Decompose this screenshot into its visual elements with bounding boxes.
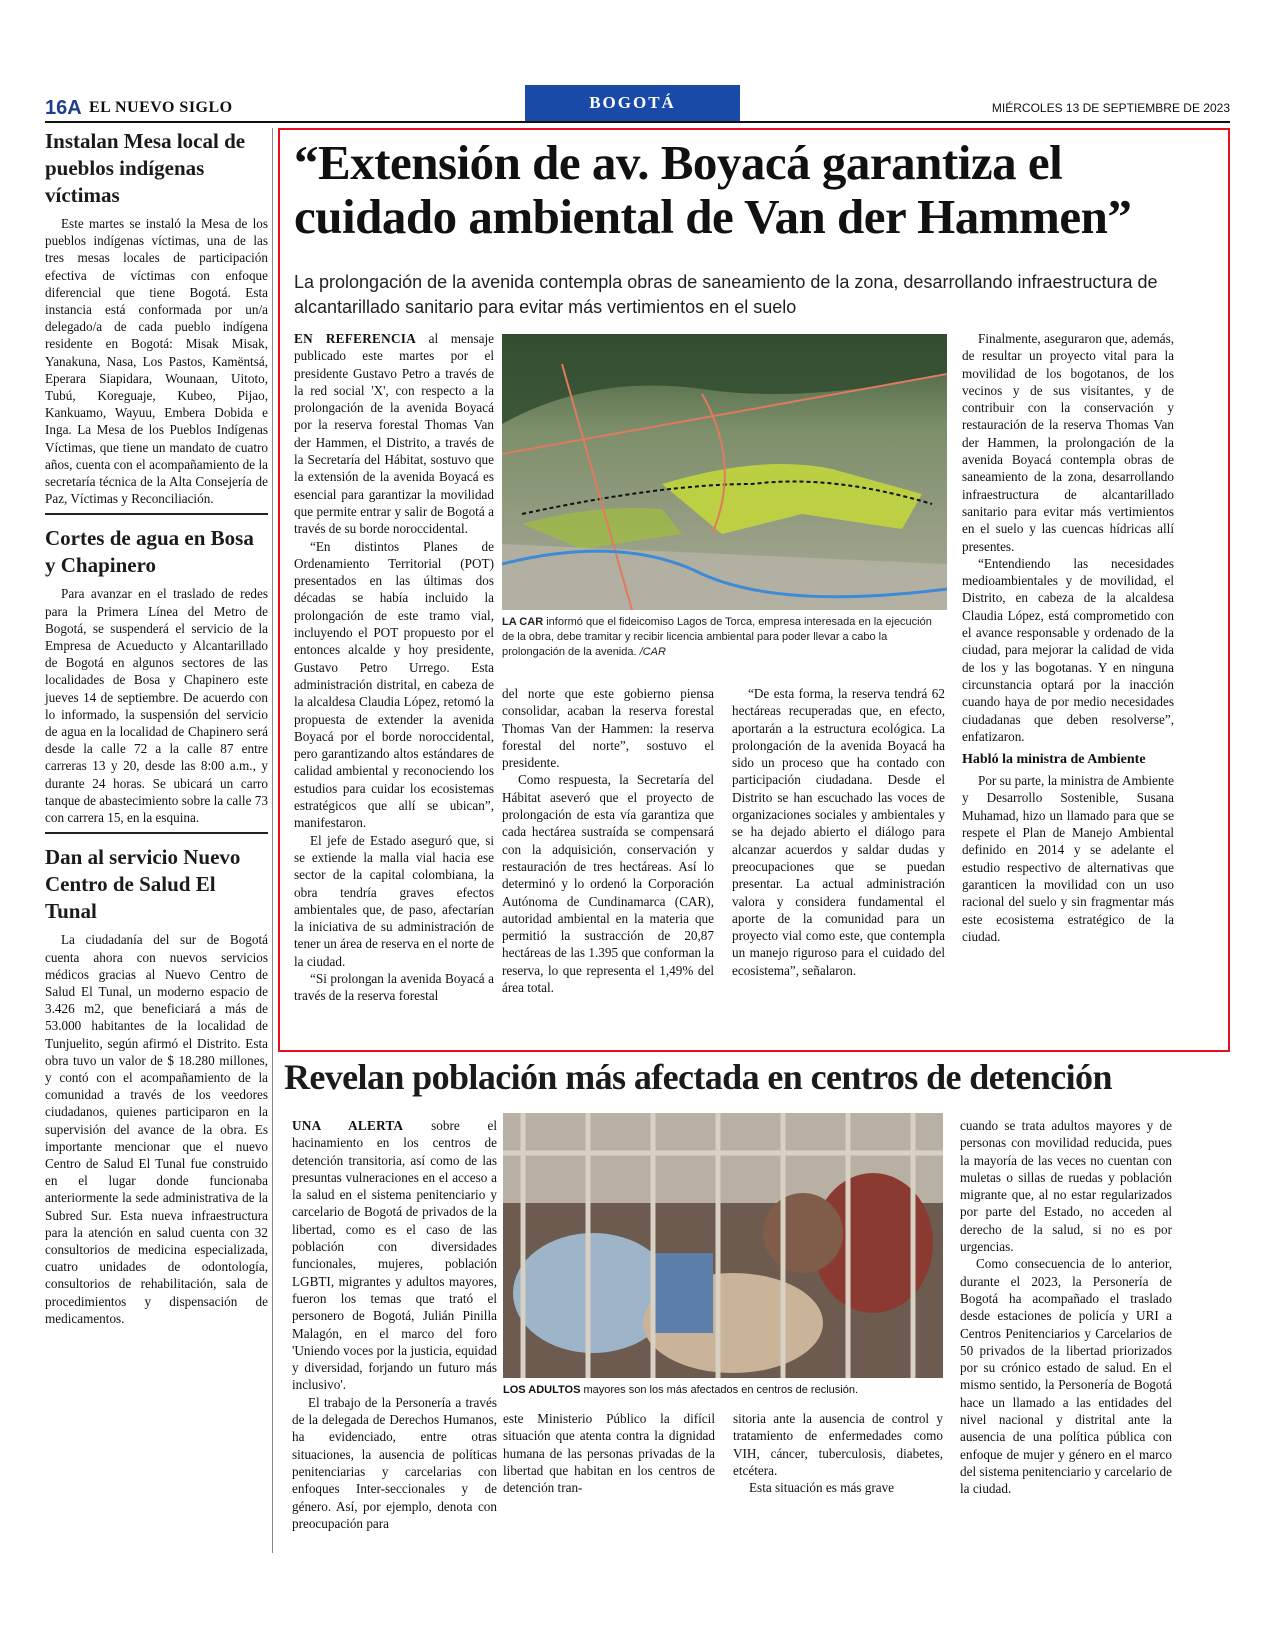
main-lead-paragraph bbox=[294, 330, 494, 538]
main-article bbox=[278, 128, 1230, 1052]
paragraph: “Entendiendo las necesidades medioambientales y de movilidad, el Distrito, en cabeza de la alcaldesa Claudia López, está comprometido con el avance responsable y ordenado de la ciudad, para mejorar la calidad de vida de los y las bogotanas. Y en ninguna circunstancia optará por la inacción cuando haya de por medio necesidades ciudadanas que deben resolverse”, enfatizaron. bbox=[962, 555, 1174, 744]
paragraph: Como consecuencia de lo anterior, durante el 2023, la Personería de Bogotá ha acompañado el traslado desde estaciones de policía y URI a Centros Penitenciarios y Carcelarios de 50 privados de la libertad priorizados por su crónico estado de salud. En el mismo sentido, la Personería de Bogotá hace un llamado a las entidades del nivel nacional y distrital ante la ausencia de una política pública con enfoque de mujer y género en el marco del sistema penitenciario y carcelario de la ciudad. bbox=[960, 1256, 1172, 1497]
caption-text: mayores son los más afectados en centros de reclusión. bbox=[583, 1384, 859, 1396]
main-col-1 bbox=[294, 330, 494, 1005]
paragraph: cuando se trata adultos mayores y de personas con movilidad reducida, pues la mayoría de las veces no cuentan con muletas o sillas de ruedas y población migrante que, al no estar regularizados por parte del Estado, no acceden al derecho de la salud, si no es por urgencias. bbox=[960, 1118, 1172, 1255]
caption-text: informó que el fideicomiso Lagos de Torca, empresa interesada en la ejecución de la obra, debe tramitar y recibir licencia ambiental para poder llevar a cabo la prolongación de la avenida. bbox=[502, 616, 932, 658]
brief-body: Este martes se instaló la Mesa de los pueblos indígenas víctimas, una de las tres mesas locales de participación efectiva de víctimas con enfoque diferencial que tiene Bogotá. Esta instancia está conformada por un/a delegado/a de cada pueblo indígena residente en Bogotá: Misak Misak, Yanakuna, Nasa, Los Pastos, Kamëntsá, Eperara Siapidara, Wounaan, Uitoto, Tubú, Koreguaje, Kubeo, Pijao, Kankuamo, Wayuu, Embera Dobida e Inga. La Mesa de los Pueblos Indígenas Víctimas, que tiene un mandato de cuatro años, cuenta con el acompañamiento de la secretaría técnica de la Alta Consejería de Paz, Víctimas y Reconciliación. bbox=[45, 216, 268, 507]
story2-headline: Revelan población más afectada en centros de detención bbox=[284, 1057, 1112, 1097]
paragraph: Esta situación es más grave bbox=[749, 1480, 895, 1496]
main-col-3 bbox=[732, 685, 945, 979]
header-rule bbox=[45, 121, 1230, 123]
main-col-2 bbox=[502, 685, 714, 996]
column-rule bbox=[272, 128, 273, 1553]
caption-lead: LOS ADULTOS bbox=[503, 1384, 581, 1396]
briefs-column bbox=[45, 128, 268, 1553]
story2-lead-paragraph bbox=[292, 1117, 497, 1394]
paragraph: del norte que este gobierno piensa consolidar, acaban la reserva forestal Thomas Van der Hammen: la reserva forestal del norte”, sostuvo el presidente. bbox=[502, 686, 714, 771]
main-headline: “Extensión de av. Boyacá garantiza el cuidado ambiental de Van der Hammen” bbox=[294, 135, 1132, 244]
brief-title: Instalan Mesa local de pueblos indígenas víctimas bbox=[45, 129, 246, 207]
brief-indigenous-table bbox=[45, 128, 268, 515]
detention-article bbox=[278, 1055, 1230, 1555]
main-col-4 bbox=[962, 330, 1174, 945]
prison-photo bbox=[503, 1113, 943, 1378]
page-header bbox=[45, 93, 1230, 121]
divider bbox=[45, 513, 268, 515]
paragraph: Por su parte, la ministra de Ambiente y Desarrollo Sostenible, Susana Muhamad, hizo un llamado para que se respete el Plan de Manejo Ambiental definido en 2014 y se adelante el estudio respectivo de alternativas que garanticen la movilidad con un uso racional del suelo y sin fragmentar más este ecosistema estratégico de la ciudad. bbox=[962, 773, 1174, 944]
lead-caps: EN REFERENCIA bbox=[294, 331, 417, 346]
paragraph: El trabajo de la Personería a través de la delegada de Derechos Humanos, ha evidenciado, entre otras situaciones, la ausencia de políticas penitenciarias y carcelarias con enfoques Inter-seccionales y de género. Así, por ejemplo, denota con preocupación para bbox=[292, 1394, 497, 1531]
lead-caps: UNA ALERTA bbox=[292, 1118, 404, 1133]
paragraph: “En distintos Planes de Ordenamiento Territorial (POT) presentados en las últimas dos décadas se había incluido la prolongación de este tramo vial, incluyendo el POT propuesto por el entonces alcalde y hoy presidente, Gustavo Petro Urrego. Esta administración distrital, en cabeza de la alcaldesa Claudia López, retomó la propuesta de extender la avenida Boyacá por el borde noroccidental, pero garantizando altos estándares de calidad ambiental y reconociendo los estudios para cuidar los ecosistemas estratégicos que allí se ubican”, manifestaron. bbox=[294, 538, 494, 831]
story2-col-2 bbox=[503, 1410, 715, 1496]
subheading: Habló la ministra de Ambiente bbox=[962, 752, 1146, 768]
aerial-map-image bbox=[502, 334, 947, 610]
paragraph: “De esta forma, la reserva tendrá 62 hectáreas recuperadas que, en efecto, aportarán a la estructura ecológica. La prolongación de la avenida Boyacá ha sido un proceso que ha contado con participación ciudadana. Desde el Distrito se han escuchado las voces de organizaciones sociales y ambientales y se ha dejado abierto el diálogo para alcanzar acuerdos y saldar dudas y preocupaciones que se puedan presentar. La actual administración valora y considera fundamental el aporte de la comunidad para un proyecto vial como este, que contempla un manejo riguroso para el cuidado del ecosistema”, señalaron. bbox=[732, 686, 945, 978]
paragraph: Como respuesta, la Secretaría del Hábitat aseveró que el proyecto de prolongación de esta vía garantiza que cada hectárea sustraída se compensará con la adquisición, conservación y restauración de tres hectáreas. Así lo determinó y lo ordenó la Corporación Autónoma de Cundinamarca (CAR), autoridad ambiental en la materia que permitió la sustracción de 20,87 hectáreas de las 1.395 que conforman la reserva, lo que representa el 1,49% del área total. bbox=[502, 772, 714, 996]
paragraph: sitoria ante la ausencia de control y tratamiento de enfermedades como VIH, cáncer, tuberculosis, diabetes, etcétera. bbox=[733, 1411, 943, 1478]
photo-credit: /CAR bbox=[639, 646, 666, 658]
paragraph-text: al mensaje publicado este martes por el presidente Gustavo Petro a través de la red social 'X', con respecto a la prolongación de la avenida Boyacá por la reserva forestal Thomas Van der Hammen, el Distrito, a través de la Secretaría del Hábitat, sostuvo que la extensión de la avenida Boyacá es esencial para garantizar la movilidad que permite entrar y salir de Bogotá a través de su borde noroccidental. bbox=[294, 331, 494, 537]
caption-lead: LA CAR bbox=[502, 616, 544, 628]
story2-col-4 bbox=[960, 1117, 1172, 1498]
story2-col-1 bbox=[292, 1117, 497, 1532]
brief-title: Cortes de agua en Bosa y Chapinero bbox=[45, 526, 254, 578]
brief-body: Para avanzar en el traslado de redes para la Primera Línea del Metro de Bogotá, se suspenderá el servicio de la Empresa de Acueducto y Alcantarillado de Bogotá en algunos sectores de las localidades de Bosa y Chapinero este jueves 14 de septiembre. De acuerdo con lo informado, la suspensión del servicio de agua en la localidad de Chapinero será desde la calle 72 a la calle 87 entre carreras 13 y 20, desde las 8:00 a.m., y durante 24 horas. Se ubicará un carro tanque de abastecimiento sobre la calle 73 con carrera 15, en la esquina. bbox=[45, 586, 268, 826]
story2-col-3 bbox=[733, 1410, 943, 1496]
issue-date: MIÉRCOLES 13 DE SEPTIEMBRE DE 2023 bbox=[991, 101, 1230, 115]
paragraph: El jefe de Estado aseguró que, si se extiende la malla vial hacia ese sector de la capital colombiana, la obra tendría graves efectos ambientales que, de paso, afectarían la iniciativa de su administración de tener un área de reserva en el norte de la ciudad. bbox=[294, 832, 494, 969]
paragraph: Finalmente, aseguraron que, además, de resultar un proyecto vital para la movilidad de los bogotanos, de los vecinos y de sus visitantes, y de contribuir con la conservación y restauración de la reserva Thomas Van der Hammen, la prolongación de la avenida Boyacá contempla obras de saneamiento de la zona, desarrollando infraestructura de alcantarillado sanitario para evitar más vertimientos en el suelo y las cuencas hídricas allí presentes. bbox=[962, 331, 1174, 554]
paragraph-text: sobre el hacinamiento en los centros de detención transitoria, así como de las presuntas vulneraciones en el acceso a la salud en el sistema penitenciario y carcelario de Bogotá de privados de la libertad, como es el caso de las población con diversidades funcionales, mujeres, población LGBTI, migrantes y adultos mayores, fueron los temas que trató el personero de Bogotá, Julián Pinilla Malagón, en el marco del foro 'Uniendo voces por la justicia, equidad y diversidad, forjando un futuro más inclusivo'. bbox=[292, 1118, 497, 1393]
photo-caption bbox=[502, 615, 947, 660]
section-label: BOGOTÁ bbox=[525, 85, 740, 121]
newspaper-name: EL NUEVO SIGLO bbox=[89, 99, 233, 116]
paragraph: “Si prolongan la avenida Boyacá a través de la reserva forestal bbox=[294, 970, 494, 1004]
divider bbox=[45, 832, 268, 834]
main-deck: La prolongación de la avenida contempla obras de saneamiento de la zona, desarrollando infraestructura de alcantarillado sanitario para evitar más vertimientos en el suelo bbox=[294, 272, 1158, 317]
photo-caption bbox=[503, 1383, 943, 1398]
brief-water-cuts bbox=[45, 525, 268, 834]
brief-title: Dan al servicio Nuevo Centro de Salud El Tunal bbox=[45, 845, 241, 924]
page-number: 16A bbox=[45, 97, 82, 119]
brief-body: La ciudadanía del sur de Bogotá cuenta ahora con nuevos servicios médicos gracias al Nuevo Centro de Salud El Tunal, un moderno espacio de 3.426 m2, que beneficiará a más de 53.000 habitantes de la localidad de Tunjuelito, según afirmó el Distrito. Esta obra tuvo un valor de $ 18.280 millones, y contó con el acompañamiento de la comunidad a través de los veedores ciudadanos, quienes participaron en la supervisión del avance de la obra. Es importante mencionar que el nuevo Centro de Salud El Tunal fue construido en el lugar donde funcionaba anteriormente la sede administrativa de la Subred Sur. Esta nueva infraestructura para la atención en salud cuenta con 32 consultorios de medicina especializada, cuatro unidades de odontología, consultorios de rehabilitación, sala de procedimientos y dispensación de medicamentos. bbox=[45, 932, 268, 1326]
prison-image bbox=[503, 1113, 943, 1378]
paragraph: este Ministerio Público la difícil situación que atenta contra la dignidad humana de las personas privadas de la libertad que habitan en los centros de detención tran- bbox=[503, 1411, 715, 1496]
aerial-photo bbox=[502, 334, 947, 610]
brief-health-center bbox=[45, 844, 268, 1327]
